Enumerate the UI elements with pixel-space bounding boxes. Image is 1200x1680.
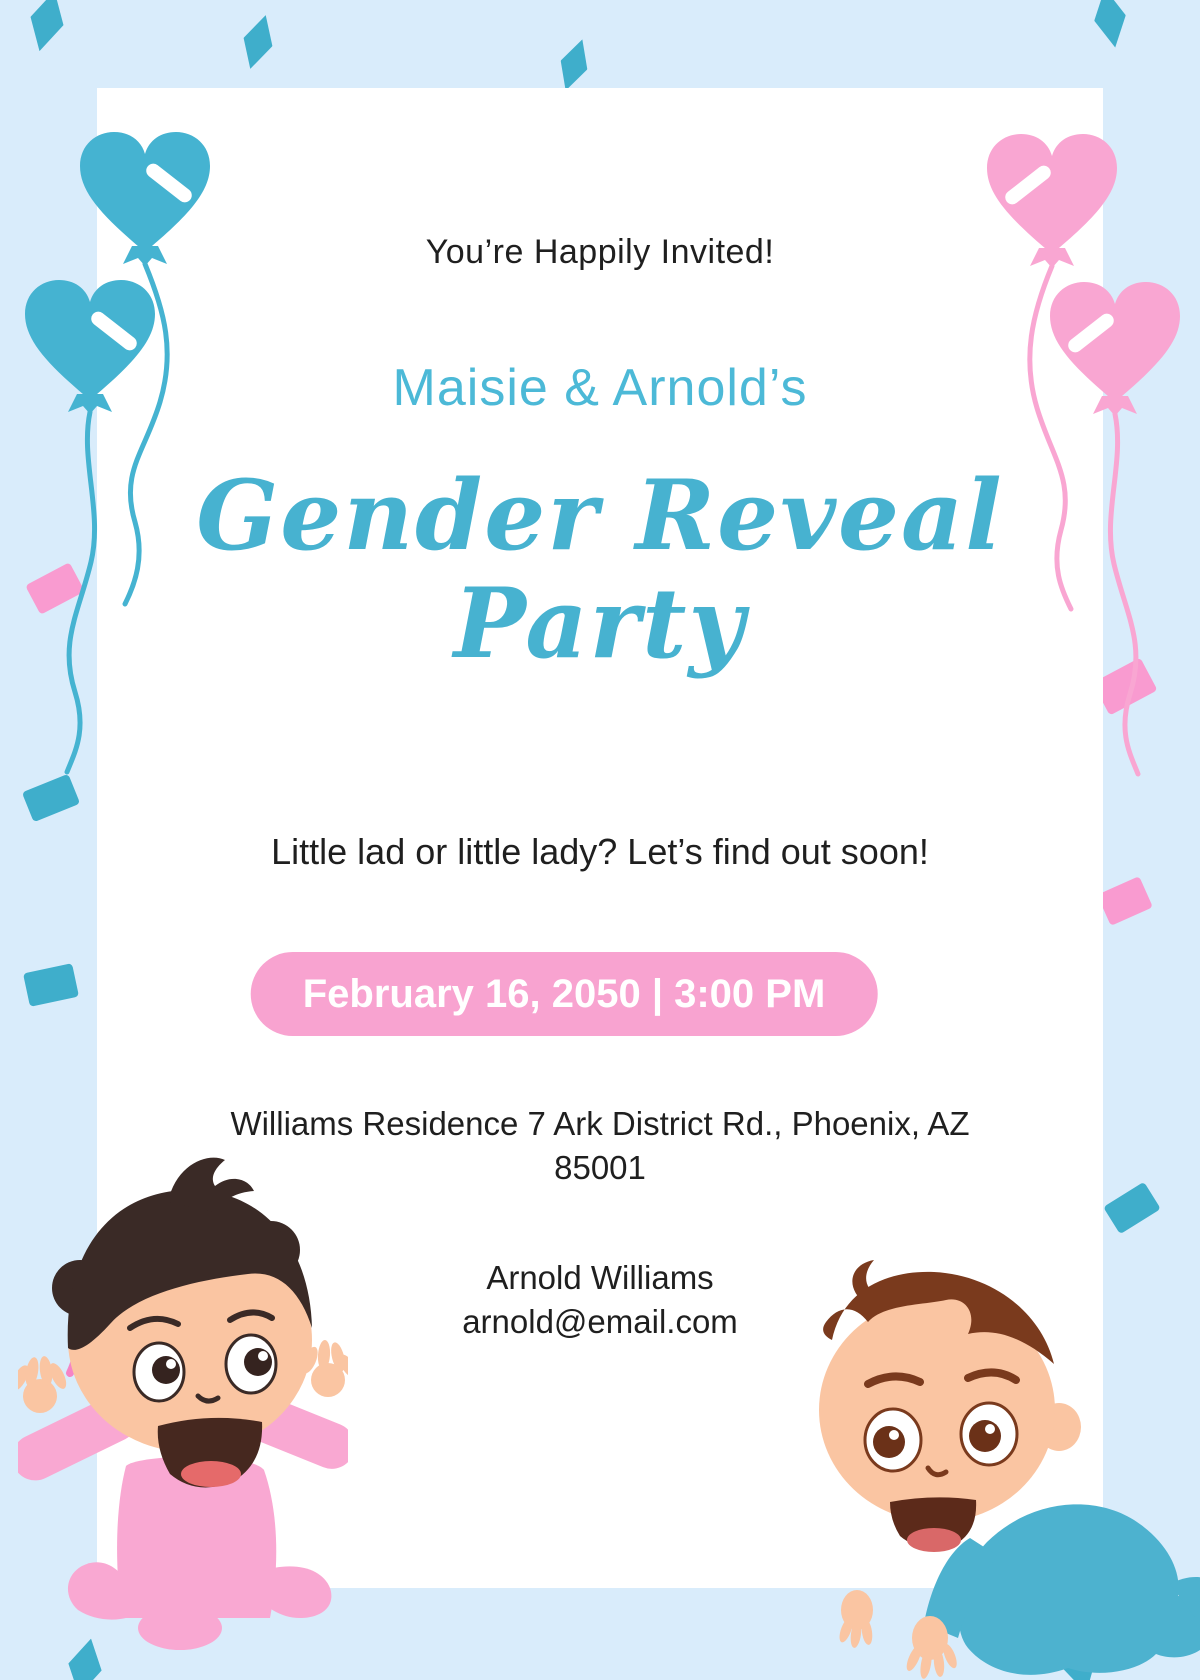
confetti-piece [23, 0, 71, 55]
confetti-piece [23, 963, 79, 1007]
intro-text: You’re Happily Invited! [425, 233, 775, 271]
pink-heart-balloons-illustration [950, 112, 1200, 792]
tagline-text: Little lad or little lady? Let’s find out soon! [271, 831, 929, 872]
event-title-line1: Gender Reveal [196, 459, 1004, 572]
confetti-piece [1097, 876, 1153, 926]
confetti-piece [236, 11, 280, 73]
event-title-line2: Party [453, 566, 747, 680]
confetti-piece [22, 774, 80, 822]
datetime-pill: February 16, 2050 | 3:00 PM [251, 952, 878, 1036]
address-line1: Williams Residence 7 Ark District Rd., Phoenix, AZ [230, 1105, 970, 1142]
confetti-piece [552, 35, 595, 95]
contact-name: Arnold Williams [486, 1259, 714, 1296]
baby-boy-illustration [762, 1242, 1200, 1680]
baby-girl-illustration [18, 1128, 348, 1680]
contact-email: arnold@email.com [462, 1303, 738, 1340]
address-line2: 85001 [554, 1149, 646, 1186]
confetti-piece [1089, 0, 1131, 50]
hosts-text: Maisie & Arnold’s [392, 359, 808, 417]
blue-heart-balloons-illustration [18, 112, 253, 777]
event-title [0, 459, 1200, 680]
